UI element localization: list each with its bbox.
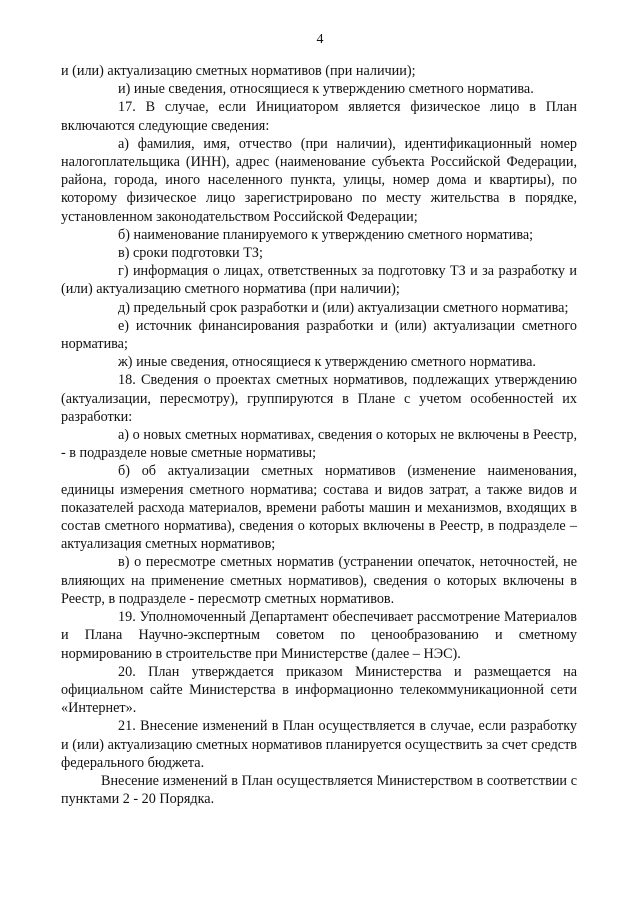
paragraph: е) источник финансирования разработки и (или) актуализации сметного норматива;: [61, 317, 577, 353]
page-number: 4: [316, 32, 324, 47]
paragraph: 19. Уполномоченный Департамент обеспечивает рассмотрение Материалов и Плана Научно-экспертным советом по ценообразованию и сметному нормированию в строительстве при Министерстве (далее – НЭС).: [61, 609, 577, 662]
paragraph: в) о пересмотре сметных норматив (устранении опечаток, неточностей, не влияющих на применение сметных нормативов), сведения о которых включены в Реестр, в подразделе - пересмотр сметных нормативов.: [61, 554, 577, 607]
paragraph: Внесение изменений в План осуществляется Министерством в соответствии с пунктами 2 - 20 Порядка.: [61, 772, 577, 808]
paragraph: ж) иные сведения, относящиеся к утверждению сметного норматива.: [118, 354, 536, 371]
paragraph: а) фамилия, имя, отчество (при наличии), идентификационный номер налогоплательщика (ИНН), адрес (наименование субъекта Российской Федерации, района, города, иного населенного пункта, улицы, номер дома и квартиры), по которому физическое лицо зарегистрировано по месту жительства в порядке, установленном законодательством Российской Федерации;: [61, 135, 577, 225]
paragraph: г) информация о лицах, ответственных за подготовку ТЗ и за разработку и (или) актуализацию сметного норматива (при наличии);: [61, 263, 577, 298]
paragraph: б) наименование планируемого к утверждению сметного норматива;: [118, 226, 534, 243]
paragraph: 20. План утверждается приказом Министерства и размещается на официальном сайте Министерства в информационно телекоммуникационной сети «Интернет».: [61, 663, 577, 717]
paragraph: в) сроки подготовки ТЗ;: [118, 245, 263, 262]
document-body: [61, 62, 577, 808]
paragraph: д) предельный срок разработки и (или) актуализации сметного норматива;: [118, 299, 569, 316]
paragraph: и (или) актуализацию сметных нормативов (при наличии);: [61, 63, 416, 79]
paragraph: 18. Сведения о проектах сметных нормативов, подлежащих утверждению (актуализации, пересмотру), группируются в Плане с учетом особенностей их разработки:: [61, 372, 577, 425]
paragraph: а) о новых сметных нормативах, сведения о которых не включены в Реестр, - в подразделе новые сметные нормативы;: [61, 427, 577, 462]
paragraph: 17. В случае, если Инициатором является физическое лицо в План включаются следующие сведения:: [61, 99, 577, 134]
paragraph: 21. Внесение изменений в План осуществляется в случае, если разработку и (или) актуализацию сметных нормативов планируется осуществить за счет средств федерального бюджета.: [61, 718, 577, 771]
paragraph: и) иные сведения, относящиеся к утверждению сметного норматива.: [118, 81, 534, 98]
paragraph: б) об актуализации сметных нормативов (изменение наименования, единицы измерения сметного норматива; состава и видов затрат, а также видов и показателей расхода материалов, времени работы машин и механизмов, входящих в состав сметного норматива), сведения о которых включены в Реестр, в подразделе – актуализация сметных нормативов;: [61, 463, 577, 553]
